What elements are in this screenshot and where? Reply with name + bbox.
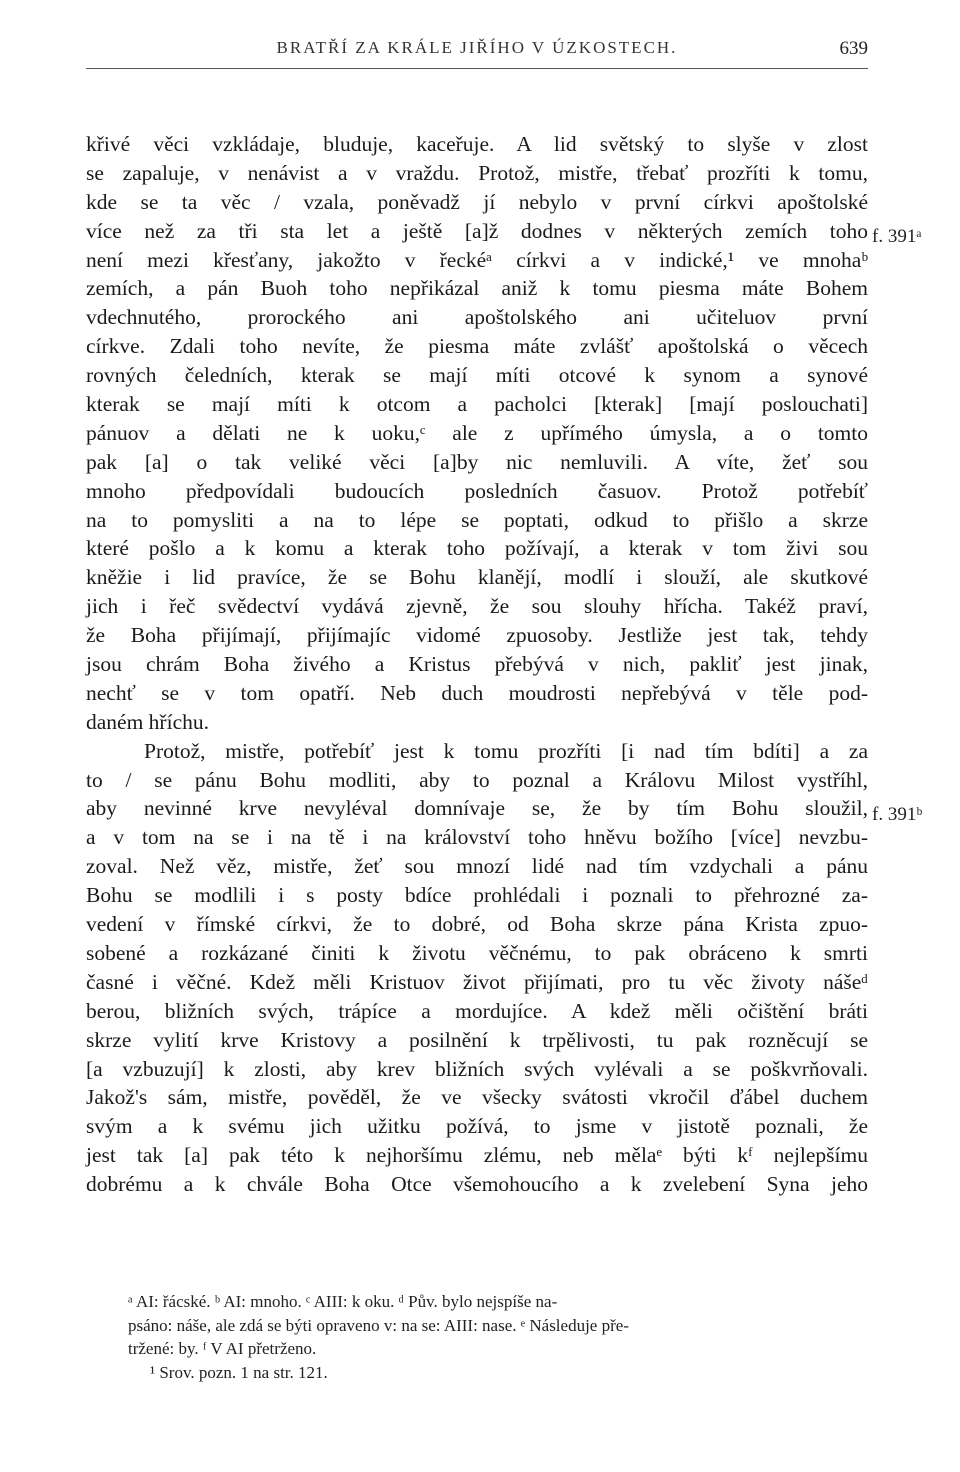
text-line: zoval. Než věz, mistře, žeť sou mnozí lidé nad tím vzdychali a pánu <box>86 854 868 879</box>
text-line: aby nevinné krve nevyléval domnívaje se, že by tím Bohu sloužil, <box>86 796 868 821</box>
text-line: svým a k svému jich užitku požívá, to jsme v jistotě poznali, že <box>86 1114 868 1139</box>
body-text <box>86 130 868 1199</box>
text-line: daném hříchu. <box>86 709 209 734</box>
text-line: kde se ta věc / vzala, poněvadž jí nebylo v první církvi apoštolské <box>86 189 868 214</box>
footnote-line: ¹ Srov. pozn. 1 na str. 121. <box>150 1362 328 1382</box>
text-line: jest tak [a] pak této k nejhoršímu zlému, neb mělaᵉ býti kᶠ nejlepšímu <box>86 1143 868 1168</box>
text-line: dobrému a k chvále Boha Otce všemohoucího a k zvelebení Syna jeho <box>86 1172 868 1197</box>
text-line: které pošlo a k komu a kterak toho požívají, a kterak v tom živi sou <box>86 536 868 561</box>
text-line: skrze vylití krve Kristovy a posilnění k trpělivosti, tu pak rozněcují se <box>86 1027 868 1052</box>
text-line: Jakož's sám, mistře, pověděl, že ve všecky svátosti vkročil ďábel duchem <box>86 1085 868 1110</box>
text-line: pak [a] o tak veliké věci [a]by nic nemluvili. A víte, žeť sou <box>86 449 868 474</box>
header-rule <box>86 68 868 69</box>
text-line: a v tom na se i na tě i na království toho hněvu božího [více] nevzbu- <box>86 825 868 850</box>
text-line: mnoho předpovídali budoucích posledních časuov. Protož potřebíť <box>86 478 868 503</box>
text-line: církve. Zdali toho nevíte, že piesma máte zvlášť apoštolská o věcech <box>86 334 868 359</box>
text-line: nechť se v tom opatří. Neb duch moudrosti nepřebývá v těle pod- <box>86 680 868 705</box>
text-line: vdechnutého, prorockého ani apoštolského ani učiteluov první <box>86 305 868 330</box>
footnote-line: tržené: by. ᶠ V AI přetrženo. <box>128 1339 317 1358</box>
text-line: není mezi křesťany, jakožto v řeckéᵃ církvi a v indické,¹ ve mnohaᵇ <box>86 247 868 272</box>
page-header <box>86 38 868 68</box>
footnote-line: psáno: náše, ale zdá se býti opraveno v: na se: AIII: nase. ᵉ Následuje pře- <box>128 1315 629 1335</box>
text-line: jich i řeč svědectví vydává zjevně, že sou slouhy hřícha. Takéž praví, <box>86 594 868 619</box>
running-head: BRATŘÍ ZA KRÁLE JIŘÍHO V ÚZKOSTECH. <box>276 38 678 57</box>
text-line: Bohu se modlili i s posty bdíce prohlédali i poznali to přehrozné za- <box>86 883 868 908</box>
text-line: se zapaluje, v nenávist a v vraždu. Protož, mistře, třebať prozříti k tomu, <box>86 160 868 185</box>
text-line: že Boha přijímají, přijímajíc vidomé zpuosoby. Jestliže jest tak, tehdy <box>86 623 868 648</box>
text-line: pánuov a dělati ne k uoku,ᶜ ale z upřímého úmysla, a o tomto <box>86 420 868 445</box>
text-line: jsou chrám Boha živého a Kristus přebývá v nich, pakliť jest jinak, <box>86 652 868 677</box>
text-line: časné i věčné. Kdež měli Kristuov život přijímati, pro tu věc životy nášeᵈ <box>86 969 868 994</box>
footnotes <box>128 1290 868 1384</box>
margin-folio-391b: f. 391ᵇ <box>872 804 923 825</box>
text-line: to / se pánu Bohu modliti, aby to poznal a Královu Milost vystříhl, <box>86 767 868 792</box>
text-line: více než za tři sta let a ještě [a]ž dodnes v některých zemích toho <box>86 218 868 243</box>
margin-folio-391a: f. 391ᵃ <box>872 226 922 247</box>
text-line: rovných čeledních, kterak se mají míti otcové k synom a synové <box>86 363 868 388</box>
text-line: kterak se mají míti k otcom a pacholci [kterak] [mají poslouchati] <box>86 392 868 417</box>
text-line: na to pomysliti a na to lépe se poptati, odkud to přišlo a skrze <box>86 507 868 532</box>
text-line: [a vzbuzují] k zlosti, aby krev bližních svých vylévali a se poškvrňovali. <box>86 1056 868 1081</box>
page-number: 639 <box>839 38 868 59</box>
text-line: vedení v římské církvi, že to dobré, od Boha skrze pána Krista zpuo- <box>86 912 868 937</box>
text-line: kněžie i lid pravíce, že se Bohu klanějí, modlí i slouží, ale skutkové <box>86 565 868 590</box>
text-line: sobené a rozkázané činiti k životu věčnému, to pak obráceno k smrti <box>86 940 868 965</box>
text-line-paragraph-start: Protož, mistře, potřebíť jest k tomu prozříti [i nad tím bdíti] a za <box>144 738 868 763</box>
text-line: křivé věci vzkládaje, bluduje, kaceřuje. A lid světský to slyše v zlost <box>86 132 868 156</box>
footnote-line: ᵃ AI: řácské. ᵇ AI: mnoho. ᶜ AIII: k oku. ᵈ Pův. bylo nejspíše na- <box>128 1292 558 1311</box>
text-line: berou, bližních svých, trápíce a mordujíce. A kdež měli očištění bráti <box>86 998 868 1023</box>
text-line: zemích, a pán Buoh toho nepřikázal aniž k tomu piesma máte Bohem <box>86 276 868 301</box>
